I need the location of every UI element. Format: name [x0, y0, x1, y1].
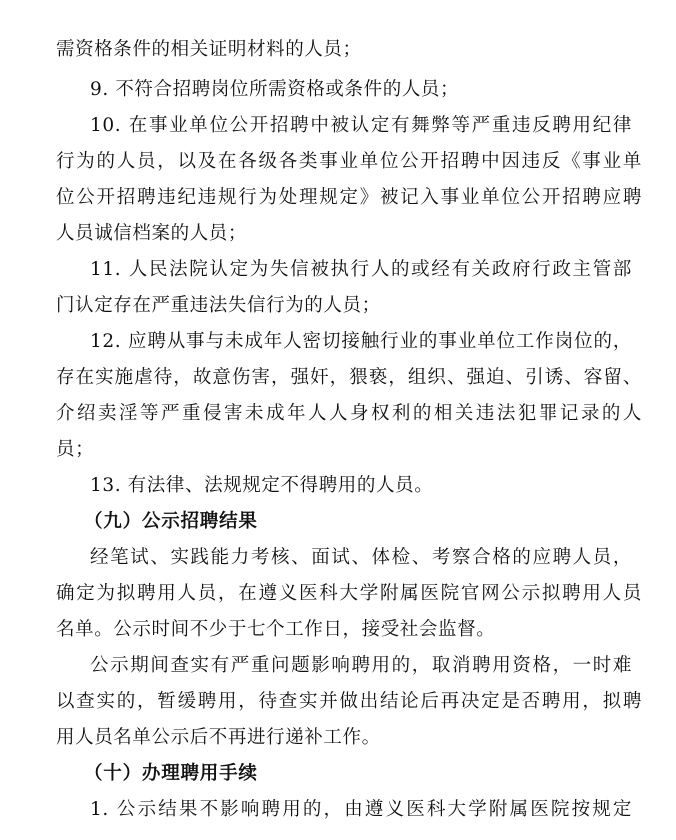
text-line: 以查实的，暂缓聘用，待查实并做出结论后再决定是否聘用，拟聘	[56, 691, 642, 712]
section-heading-9: （九）公示招聘结果	[84, 511, 258, 532]
list-item-10: 10. 在事业单位公开招聘中被认定有舞弊等严重违反聘用纪律	[90, 115, 632, 136]
text-line: 位公开招聘违纪违规行为处理规定》被记入事业单位公开招聘应聘	[56, 187, 642, 208]
text-line: 行为的人员，以及在各级各类事业单位公开招聘中因违反《事业单	[56, 151, 642, 172]
list-item-11: 11. 人民法院认定为失信被执行人的或经有关政府行政主管部	[90, 259, 632, 280]
text-line: 门认定存在严重违法失信行为的人员；	[56, 295, 381, 316]
text-line: 需资格条件的相关证明材料的人员；	[56, 39, 362, 60]
section-heading-10: （十）办理聘用手续	[84, 763, 258, 784]
text-line: 确定为拟聘用人员，在遵义医科大学附属医院官网公示拟聘用人员	[56, 583, 642, 604]
text-line: 用人员名单公示后不再进行递补工作。	[56, 727, 381, 748]
list-item-13: 13. 有法律、法规规定不得聘用的人员。	[90, 475, 434, 496]
text-line: 名单。公示时间不少于七个工作日，接受社会监督。	[56, 619, 496, 640]
list-item-9: 9. 不符合招聘岗位所需资格或条件的人员；	[90, 79, 460, 100]
list-item-12: 12. 应聘从事与未成年人密切接触行业的事业单位工作岗位的，	[90, 331, 632, 352]
text-line: 公示期间查实有严重问题影响聘用的，取消聘用资格，一时难	[90, 655, 632, 676]
text-line: 员；	[56, 439, 95, 460]
text-line: 人员诚信档案的人员；	[56, 223, 248, 244]
text-line: 经笔试、实践能力考核、面试、体检、考察合格的应聘人员，	[90, 547, 632, 568]
list-item-1: 1. 公示结果不影响聘用的，由遵义医科大学附属医院按规定	[90, 799, 632, 820]
text-line: 介绍卖淫等严重侵害未成年人人身权利的相关违法犯罪记录的人	[56, 403, 642, 424]
text-line: 存在实施虐待，故意伤害，强奸，猥亵，组织、强迫、引诱、容留、	[56, 367, 642, 388]
